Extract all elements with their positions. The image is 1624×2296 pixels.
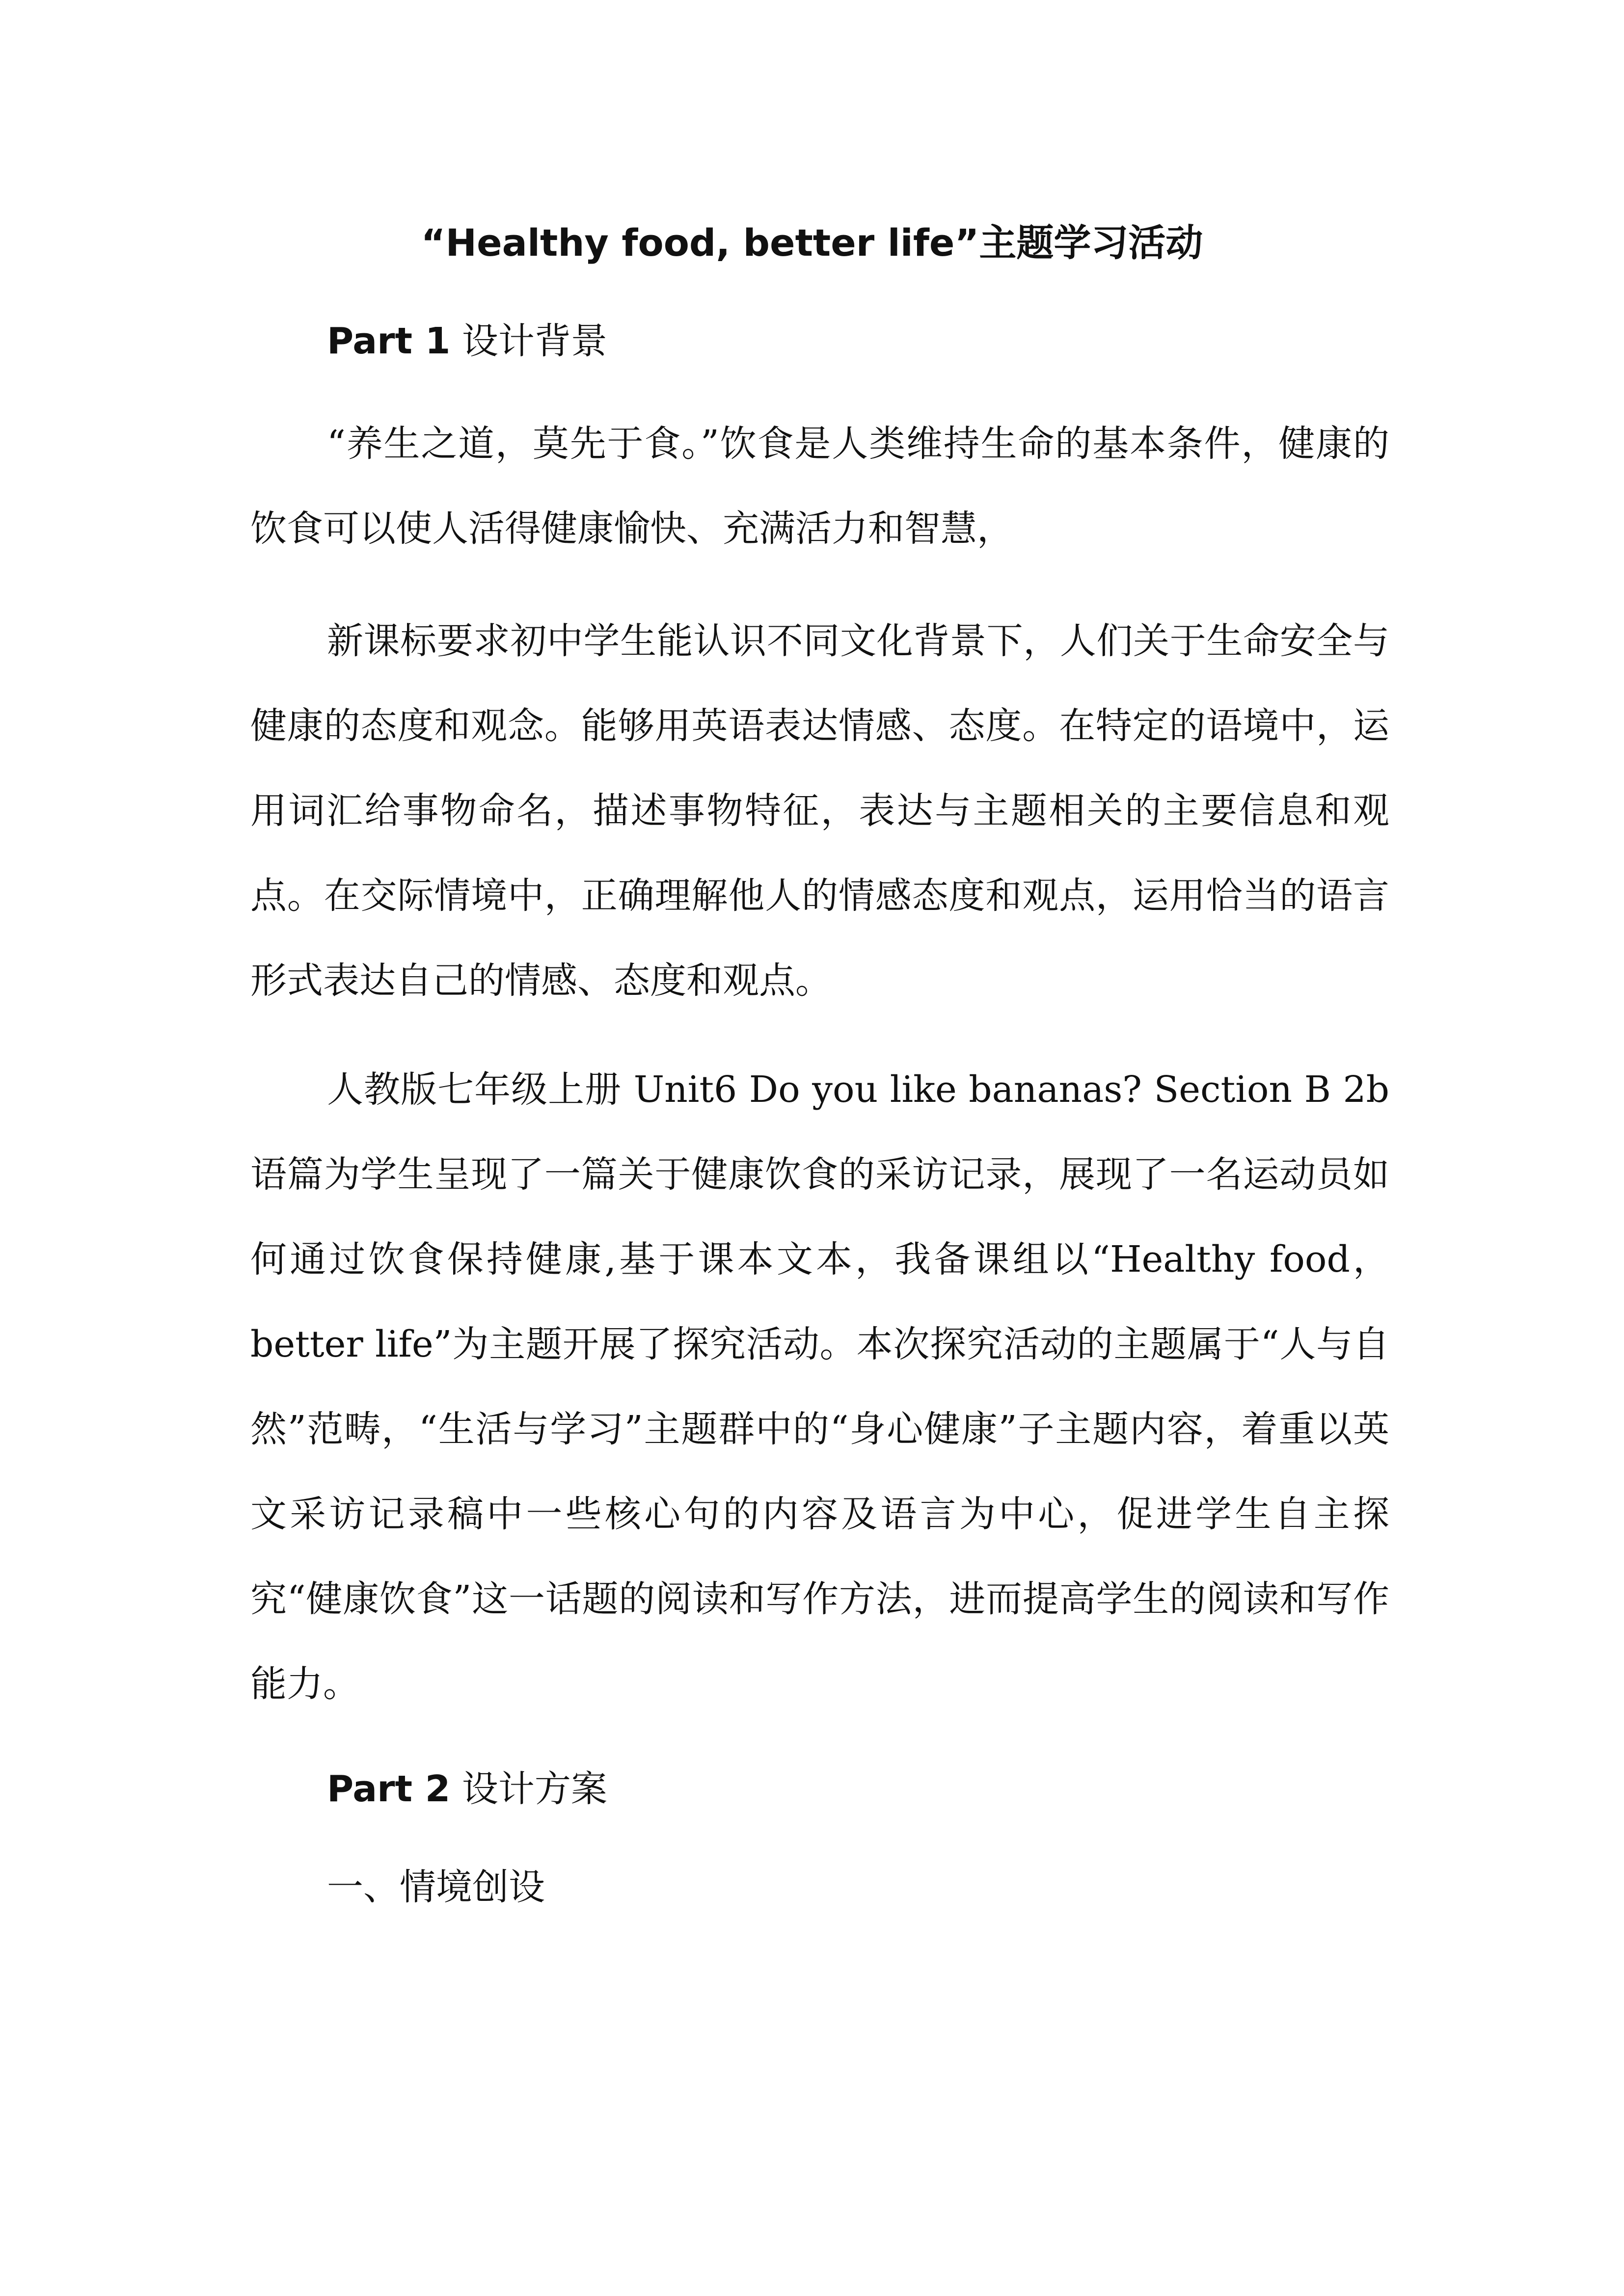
section-1-heading: 一、情境创设 bbox=[327, 1866, 545, 1908]
part2-number: Part 2 bbox=[327, 1768, 451, 1810]
part1-label: 设计背景 bbox=[461, 320, 607, 362]
part2-label: 设计方案 bbox=[461, 1768, 607, 1810]
paragraph-3: 人教版七年级上册 Unit6 Do you like bananas? Section B 2b 语篇为学生呈现了一篇关于健康饮食的采访记录，展现了一名运动员如何通过饮食保持健康,基于课本文本，我备课组以“Healthy food，better life”为主题开展了探究活动。本次探究活动的主题属于“人与自然”范畴，“生活与学习”主题群中的“身心健康”子主题内容，着重以英文采访记录稿中一些核心句的内容及语言为中心，促进学生自主探究“健康饮食”这一话题的阅读和写作方法，进而提高学生的阅读和写作能力。 bbox=[250, 1068, 1389, 1705]
paragraph-1: “养生之道，莫先于食。”饮食是人类维持生命的基本条件，健康的饮食可以使人活得健康愉快、充满活力和智慧， bbox=[250, 423, 1389, 550]
part2-heading bbox=[327, 1762, 607, 1816]
document-title: “Healthy food, better life”主题学习活动 bbox=[421, 221, 1203, 265]
part1-heading bbox=[327, 314, 607, 368]
part1-number: Part 1 bbox=[327, 320, 451, 362]
paragraph-2: 新课标要求初中学生能认识不同文化背景下，人们关于生命安全与健康的态度和观念。能够用英语表达情感、态度。在特定的语境中，运用词汇给事物命名，描述事物特征，表达与主题相关的主要信息和观点。在交际情境中，正确理解他人的情感态度和观点，运用恰当的语言形式表达自己的情感、态度和观点。 bbox=[250, 620, 1389, 1002]
